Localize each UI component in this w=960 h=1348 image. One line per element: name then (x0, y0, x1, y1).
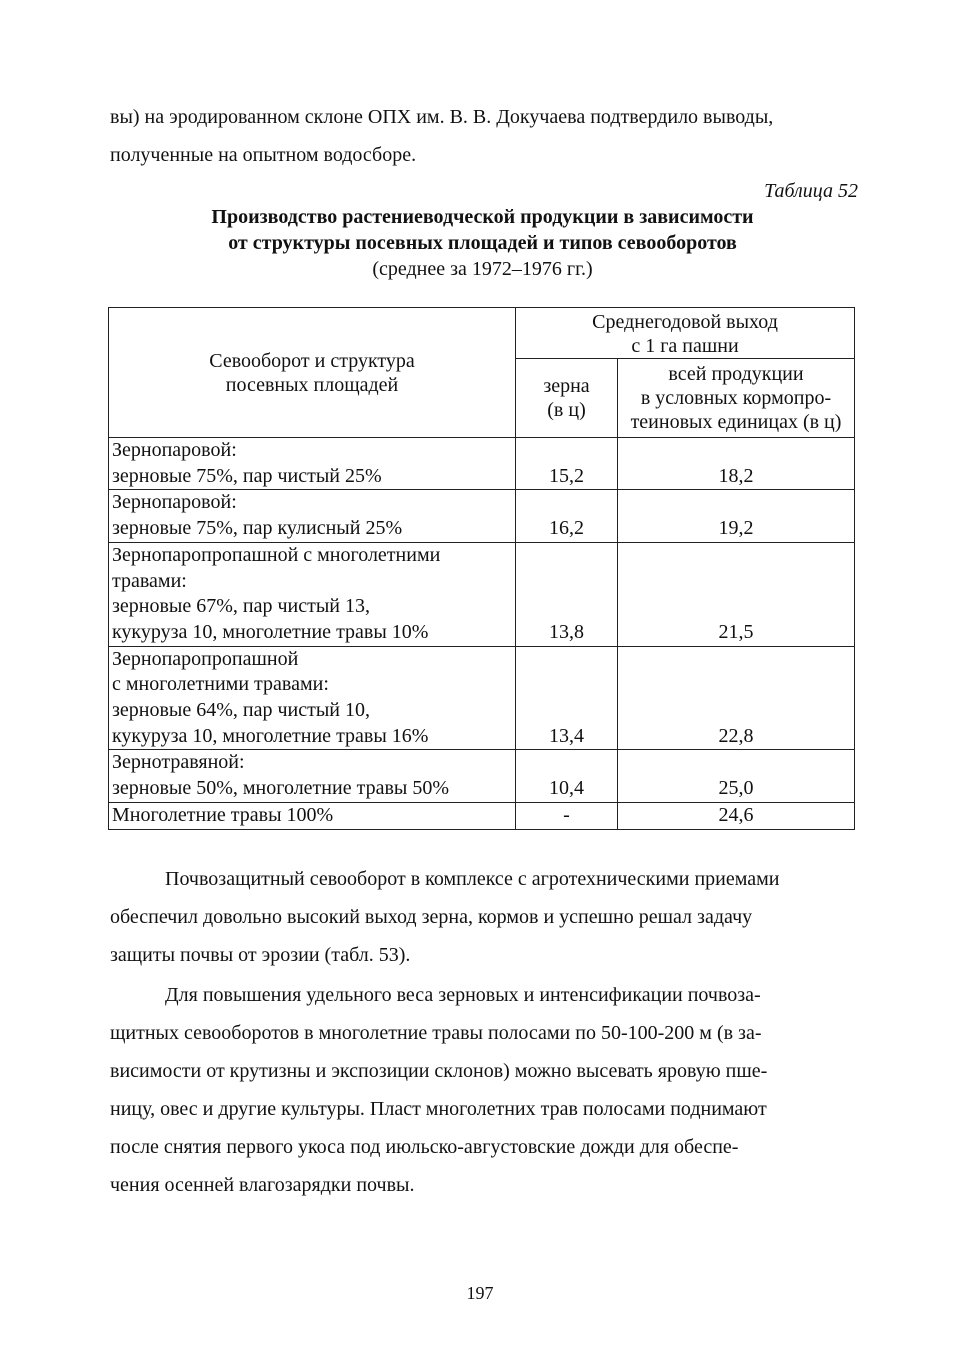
row-line: с многолетними травами: (112, 673, 329, 696)
row-total: 22,8 (618, 646, 855, 750)
row-line: зерновые 67%, пар чистый 13, (112, 595, 370, 618)
row-total: 24,6 (618, 802, 855, 829)
header-total (618, 359, 855, 438)
row-rotation (109, 542, 516, 646)
row-total: 18,2 (618, 438, 855, 490)
row-total: 19,2 (618, 490, 855, 542)
table-subtitle: (среднее за 1972–1976 гг.) (372, 258, 593, 280)
row-rotation (109, 750, 516, 802)
para1-line-1: Почвозащитный севооборот в комплексе с агротехническими приемами (165, 868, 780, 890)
row-line: зерновые 64%, пар чистый 10, (112, 699, 370, 722)
row-grain: 13,4 (516, 646, 618, 750)
header-rotation (109, 308, 516, 438)
row-line: Зернопаропропашной (112, 647, 299, 670)
row-rotation (109, 438, 516, 490)
header-output-line-1: Среднегодовой выход (592, 311, 778, 333)
row-grain: 15,2 (516, 438, 618, 490)
table-row (109, 490, 855, 542)
table-title-line-2: от структуры посевных площадей и типов севооборотов (228, 232, 737, 254)
header-rotation-line-2: посевных площадей (225, 373, 399, 396)
row-total: 21,5 (618, 542, 855, 646)
row-grain: - (516, 802, 618, 829)
table-row (109, 646, 855, 750)
table-title-line-1: Производство растениеводческой продукции в зависимости (211, 206, 754, 228)
header-output (516, 308, 855, 359)
row-line: зерновые 75%, пар кулисный 25% (112, 517, 403, 540)
paragraph-1 (110, 860, 855, 974)
row-grain: 16,2 (516, 490, 618, 542)
row-line: кукуруза 10, многолетние травы 10% (112, 620, 429, 643)
row-line: Зернотравяной: (112, 751, 245, 774)
row-line: зерновые 75%, пар чистый 25% (112, 464, 382, 487)
table-row (109, 750, 855, 802)
header-output-line-2: с 1 га пашни (631, 335, 739, 357)
row-line: Многолетние травы 100% (112, 803, 334, 826)
para2-line-5: после снятия первого укоса под июльско-августовские дожди для обеспе- (110, 1136, 739, 1158)
header-total-line-2: в условных кормопро- (640, 387, 832, 409)
row-rotation (109, 802, 516, 829)
para2-line-2: щитных севооборотов в многолетние травы полосами по 50-100-200 м (в за- (110, 1022, 762, 1044)
row-line: Зернопаропропашной с многолетними (112, 543, 441, 566)
table-row (109, 802, 855, 829)
row-line: Зернопаровой: (112, 491, 237, 514)
header-grain (516, 359, 618, 438)
production-table (108, 307, 855, 830)
header-total-line-3: теиновых единицах (в ц) (630, 411, 842, 433)
intro-paragraph (110, 98, 855, 174)
row-line: травами: (112, 569, 187, 592)
row-line: зерновые 50%, многолетние травы 50% (112, 777, 449, 800)
table-title (110, 204, 855, 282)
row-grain: 10,4 (516, 750, 618, 802)
page-number: 197 (466, 1283, 494, 1303)
table-row (109, 438, 855, 490)
intro-line-2: полученные на опытном водосборе. (110, 144, 417, 166)
para2-line-6: чения осенней влагозарядки почвы. (110, 1174, 415, 1196)
header-grain-line-1: зерна (543, 375, 590, 397)
para1-line-3: защиты почвы от эрозии (табл. 53). (110, 944, 411, 966)
table-row (109, 542, 855, 646)
header-rotation-line-1: Севооборот и структура (209, 349, 415, 372)
row-line: кукуруза 10, многолетние травы 16% (112, 724, 429, 747)
row-grain: 13,8 (516, 542, 618, 646)
header-total-line-1: всей продукции (668, 363, 804, 385)
para2-line-4: ницу, овес и другие культуры. Пласт многолетних трав полосами поднимают (110, 1098, 767, 1120)
paragraph-2 (110, 976, 855, 1204)
row-rotation (109, 646, 516, 750)
table-label: Таблица 52 (764, 180, 858, 202)
row-rotation (109, 490, 516, 542)
para1-line-2: обеспечил довольно высокий выход зерна, кормов и успешно решал задачу (110, 906, 753, 928)
para2-line-3: висимости от крутизны и экспозиции склонов) можно высевать яровую пше- (110, 1060, 768, 1082)
row-line: Зернопаровой: (112, 439, 237, 461)
header-grain-line-2: (в ц) (547, 399, 586, 421)
para2-line-1: Для повышения удельного веса зерновых и интенсификации почвоза- (165, 984, 761, 1006)
row-total: 25,0 (618, 750, 855, 802)
intro-line-1: вы) на эродированном склоне ОПХ им. В. В. Докучаева подтвердило выводы, (110, 106, 774, 128)
